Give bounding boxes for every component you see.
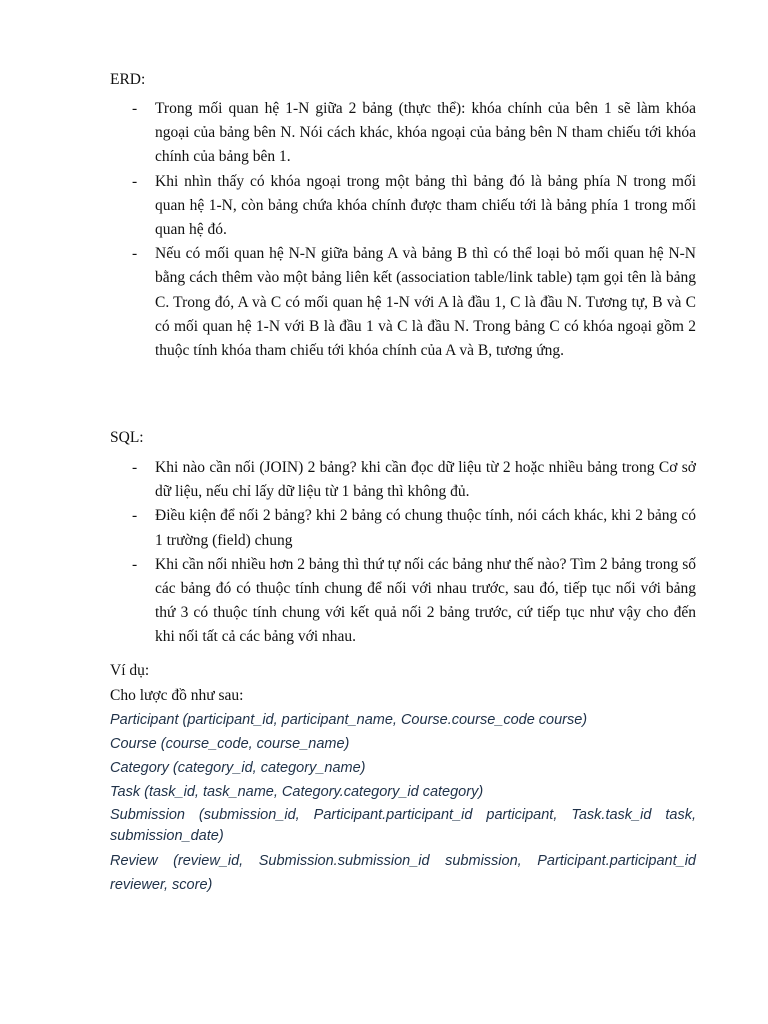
bullet-dash: - bbox=[132, 172, 138, 190]
example-label: Ví dụ: bbox=[110, 662, 150, 679]
schema-list bbox=[110, 708, 696, 897]
bullet-dash: - bbox=[132, 245, 138, 263]
sql-bullet-list bbox=[110, 456, 696, 650]
erd-bullet-3-text: Nếu có mối quan hệ N-N giữa bảng A và bảng B thì có thể loại bỏ mối quan hệ N-N bằng cách thêm vào một bảng liên kết (association table/link table) tạm gọi tên là bảng C. Trong đó, A và C có mối quan hệ 1-N với A là đầu 1, C là đầu N. Tương tự, B và C có mối quan hệ 1-N với B là đầu 1 và C là đầu N. Trong bảng C có khóa ngoại gồm 2 thuộc tính khóa tham chiếu tới khóa chính của A và B, tương ứng. bbox=[155, 245, 696, 360]
erd-bullet-2 bbox=[110, 170, 696, 243]
erd-bullet-3 bbox=[110, 242, 696, 363]
sql-bullet-2-text: Điều kiện để nối 2 bảng? khi 2 bảng có chung thuộc tính, nói cách khác, khi 2 bảng có 1 trường (field) chung bbox=[155, 507, 696, 549]
bullet-dash: - bbox=[132, 459, 138, 476]
sql-bullet-3 bbox=[110, 553, 696, 650]
bullet-dash: - bbox=[132, 100, 138, 117]
sql-bullet-2 bbox=[110, 504, 696, 552]
sql-bullet-3-text: Khi cần nối nhiều hơn 2 bảng thì thứ tự nối các bảng như thế nào? Tìm 2 bảng trong số các bảng đó có thuộc tính chung để nối với nhau trước, sau đó, tiếp tục nối với bảng thứ 3 có thuộc tính chung với kết quả nối 2 bảng trước, cứ tiếp tục như vậy cho đến khi nối tất cả các bảng với nhau. bbox=[155, 555, 696, 646]
schema-category: Category (category_id, category_name) bbox=[110, 760, 366, 776]
bullet-dash: - bbox=[132, 507, 138, 525]
schema-participant: Participant (participant_id, participant_name, Course.course_code course) bbox=[110, 712, 588, 728]
bullet-dash: - bbox=[132, 555, 138, 573]
erd-bullet-1 bbox=[110, 97, 696, 170]
erd-heading: ERD: bbox=[110, 71, 146, 88]
erd-bullet-1-text: Trong mối quan hệ 1-N giữa 2 bảng (thực thể): khóa chính của bên 1 sẽ làm khóa ngoại của bảng bên N. Nói cách khác, khóa ngoại của bảng bên N tham chiếu tới khóa chính của bảng bên 1. bbox=[155, 100, 696, 166]
sql-heading: SQL: bbox=[110, 429, 144, 446]
schema-course: Course (course_code, course_name) bbox=[110, 736, 350, 752]
schema-submission: Submission (submission_id, Participant.participant_id participant, Task.task_id task, submission_date) bbox=[110, 807, 696, 844]
sql-bullet-1 bbox=[110, 456, 696, 504]
example-intro: Cho lược đồ như sau: bbox=[110, 687, 244, 704]
sql-bullet-1-text: Khi nào cần nối (JOIN) 2 bảng? khi cần đọc dữ liệu từ 2 hoặc nhiều bảng trong Cơ sở dữ liệu, nếu chỉ lấy dữ liệu từ 1 bảng thì không đủ. bbox=[155, 459, 696, 501]
schema-review: Review (review_id, Submission.submission_id submission, Participant.participant_id reviewer, score) bbox=[110, 853, 696, 893]
erd-bullet-2-text: Khi nhìn thấy có khóa ngoại trong một bảng thì bảng đó là bảng phía N trong mối quan hệ 1-N, còn bảng chứa khóa chính được tham chiếu tới là bảng phía 1 trong mối quan hệ đó. bbox=[155, 172, 696, 239]
erd-bullet-list bbox=[110, 97, 696, 363]
schema-task: Task (task_id, task_name, Category.category_id category) bbox=[110, 784, 484, 800]
